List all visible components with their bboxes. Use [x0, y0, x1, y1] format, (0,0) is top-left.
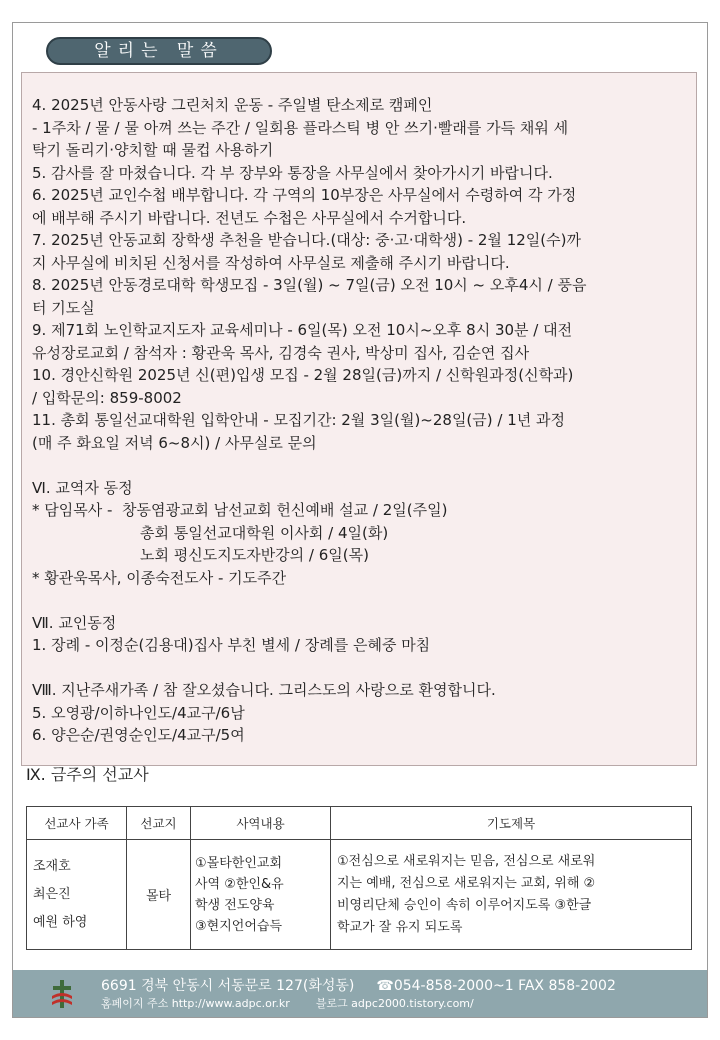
notice-line: 에 배부해 주시기 바랍니다. 전년도 수첩은 사무실에서 수거합니다.	[32, 208, 467, 227]
footer-web-line	[101, 995, 474, 1011]
member-news-item: 1. 장례 - 이정순(김용대)집사 부친 별세 / 장례를 은혜중 마침	[32, 636, 431, 654]
section9-title: Ⅸ. 금주의 선교사	[26, 765, 149, 784]
notice-line: - 1주차 / 물 / 물 아껴 쓰는 주간 / 일회용 플라스틱 병 안 쓰기·빨래를 가득 채워 세	[32, 118, 569, 137]
section6-title: Ⅵ. 교역자 동정	[32, 478, 133, 497]
notice-line: 10. 경안신학원 2025년 신(편)입생 모집 - 2월 28일(금)까지 / 신학원과정(신학과)	[32, 366, 574, 384]
section7-title: Ⅶ. 교인동정	[32, 613, 117, 632]
notice-content	[32, 94, 692, 747]
new-family-item: 5. 오영광/이하나인도/4교구/6남	[32, 703, 245, 722]
footer-address-line	[101, 975, 616, 995]
church-address: 6691 경북 안동시 서동문로 127(화성동)	[101, 978, 355, 994]
family-member: 최은진	[33, 886, 71, 902]
pastor-item: 창동염광교회 남선교회 헌신예배 설교 / 2일(주일)	[121, 501, 448, 519]
col-header-prayer: 기도제목	[331, 807, 692, 840]
family-cell	[27, 840, 127, 950]
col-header-work: 사역내용	[191, 807, 331, 840]
section-title: 알리는 말씀	[94, 41, 224, 61]
staff-line: * 황관욱목사, 이종숙전도사 - 기도주간	[32, 568, 287, 587]
table-header-row	[27, 807, 692, 840]
homepage-link[interactable]: 홈페이지 주소 http://www.adpc.or.kr	[101, 997, 290, 1010]
prayer-line: 비영리단체 승인이 속히 이루어지도록 ③한글	[337, 897, 592, 913]
work-line: 학생 전도양육	[195, 897, 275, 913]
col-header-location: 선교지	[127, 807, 191, 840]
notice-line: 4. 2025년 안동사랑 그린처치 운동 - 주일별 탄소제로 캠페인	[32, 96, 433, 114]
church-phone: ☎054-858-2000~1 FAX 858-2002	[376, 978, 616, 994]
pastor-item: 노회 평신도지도자반강의 / 6일(목)	[140, 546, 369, 564]
notice-line: 5. 감사를 잘 마쳤습니다. 각 부 장부와 통장을 사무실에서 찾아가시기 바랍니다.	[32, 163, 553, 182]
section8-title: Ⅷ. 지난주새가족 / 참 잘오셨습니다. 그리스도의 사랑으로 환영합니다.	[32, 681, 496, 699]
prayer-line: 학교가 잘 유지 되도록	[337, 919, 463, 935]
prayer-cell	[331, 840, 692, 950]
work-cell	[191, 840, 331, 950]
prayer-line: 지는 예배, 전심으로 새로워지는 교회, 위해 ②	[337, 875, 596, 891]
work-line: ③현지언어습득	[195, 918, 283, 934]
table-row	[27, 840, 692, 950]
notice-line: / 입학문의: 859-8002	[32, 388, 182, 407]
notice-line: 9. 제71회 노인학교지도자 교육세미나 - 6일(목) 오전 10시~오후 8시 30분 / 대전	[32, 321, 573, 339]
notice-line: (매 주 화요일 저녁 6~8시) / 사무실로 문의	[32, 433, 317, 452]
notice-line: 8. 2025년 안동경로대학 학생모집 - 3일(월) ~ 7일(금) 오전 10시 ~ 오후4시 / 풍음	[32, 276, 587, 294]
notice-line: 11. 총회 통일선교대학원 입학안내 - 모집기간: 2월 3일(월)~28일(금) / 1년 과정	[32, 411, 566, 429]
pastor-prefix: * 담임목사 -	[32, 501, 113, 519]
missionary-table	[26, 806, 692, 950]
pastor-item: 총회 통일선교대학원 이사회 / 4일(화)	[140, 523, 389, 542]
work-line: ①몰타한인교회	[195, 855, 283, 871]
notice-line: 탁기 돌리기·양치할 때 물컵 사용하기	[32, 141, 274, 159]
col-header-family: 선교사 가족	[27, 807, 127, 840]
work-line: 사역 ②한인&유	[195, 876, 284, 892]
new-family-item: 6. 양은순/권영순인도/4교구/5여	[32, 726, 245, 744]
location-cell: 몰타	[127, 840, 191, 950]
pastor-line	[32, 499, 692, 522]
notice-line: 6. 2025년 교인수첩 배부합니다. 각 구역의 10부장은 사무실에서 수령하여 각 가정	[32, 186, 577, 204]
notice-line: 지 사무실에 비치된 신청서를 작성하여 사무실로 제출해 주시기 바랍니다.	[32, 253, 510, 272]
family-member: 조재호	[33, 858, 71, 874]
section-title-badge	[46, 37, 272, 65]
blog-link[interactable]: 블로그 adpc2000.tistory.com/	[315, 997, 474, 1010]
family-member: 예원 하영	[33, 914, 88, 930]
notice-line: 터 기도실	[32, 298, 95, 317]
notice-line: 유성장로교회 / 참석자 : 황관욱 목사, 김경숙 권사, 박상미 집사, 김순연 집사	[32, 343, 530, 362]
footer	[13, 970, 707, 1017]
church-logo-icon	[49, 978, 75, 1010]
prayer-line: ①전심으로 새로워지는 믿음, 전심으로 새로워	[337, 853, 596, 869]
notice-line: 7. 2025년 안동교회 장학생 추천을 받습니다.(대상: 중·고·대학생) - 2월 12일(수)까	[32, 231, 581, 249]
